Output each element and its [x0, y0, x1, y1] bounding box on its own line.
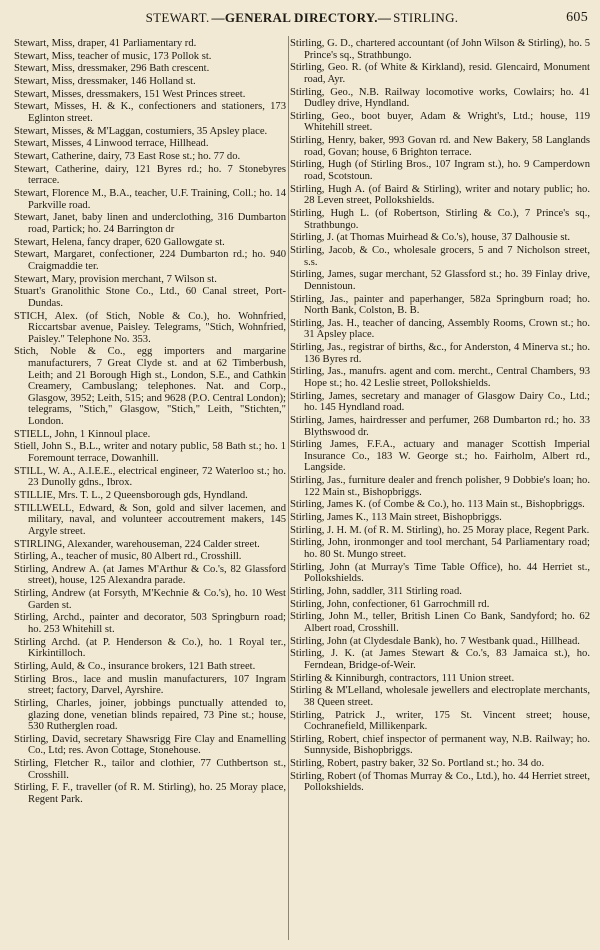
directory-entry: Stirling, James, hairdresser and perfumer, 268 Dumbarton rd.; ho. 33 Blythswood dr.: [290, 414, 590, 438]
directory-entry: Stirling, James K. (of Combe & Co.), ho. 113 Main st., Bishopbriggs.: [290, 499, 585, 511]
directory-entry: Stirling & M'Lelland, wholesale jewellers and electroplate merchants, 38 Queen street.: [290, 685, 590, 708]
directory-entry: Stewart, Florence M., B.A., teacher, U.F. Training, Coll.; ho. 14 Parkville road.: [14, 188, 286, 211]
directory-entry: Stirling, James, sugar merchant, 52 Glassford st.; ho. 39 Finlay drive, Dennistoun.: [290, 269, 590, 292]
directory-entry: Stirling, Hugh (of Stirling Bros., 107 Ingram st.), ho. 9 Camperdown road, Scotstoun.: [290, 159, 590, 182]
directory-entry: Stewart, Janet, baby linen and underclothing, 316 Dumbarton road, Partick; ho. 24 Barrington dr: [14, 212, 286, 235]
header-right-keyword: STIRLING.: [393, 10, 459, 25]
directory-entry: Stewart, Helena, fancy draper, 620 Gallowgate st.: [14, 236, 225, 248]
directory-entry: Stirling, Jas., furniture dealer and french polisher, 9 Dobbie's loan; ho. 122 Main st., Bishopbriggs.: [290, 475, 590, 498]
directory-entry: Stirling, Jas., manufrs. agent and com. mercht., Central Chambers, 93 Hope st.; ho. 42 Leslie street, Pollokshields.: [290, 366, 590, 389]
directory-entry: Stirling, Robert, pastry baker, 32 So. Portland st.; ho. 34 do.: [290, 758, 545, 770]
directory-entry: Stewart, Misses, H. & K., confectioners and stationers, 173 Eglinton street.: [14, 101, 286, 125]
directory-entry: Stirling, Andrew (at Forsyth, M'Kechnie & Co.'s), ho. 10 West Garden st.: [14, 588, 286, 611]
directory-entry: Stirling, Archd., painter and decorator, 503 Springburn road; ho. 253 Whitehill st.: [14, 612, 286, 636]
directory-entry: Stewart, Catherine, dairy, 73 East Rose st.; ho. 77 do.: [14, 151, 241, 163]
directory-entry: Stiell, John S., B.L., writer and notary public, 58 Bath st.; ho. 1 Foremount terrace, Dowanhill.: [14, 441, 286, 464]
directory-entry: STILLIE, Mrs. T. L., 2 Queensborough gds, Hyndland.: [14, 489, 248, 501]
directory-entry: Stewart, Misses, & M'Laggan, costumiers, 35 Apsley place.: [14, 125, 268, 137]
directory-entry: Stirling, Patrick J., writer, 175 St. Vincent street; house, Cochranefield, Millikenpark.: [290, 709, 590, 733]
directory-entry: STIELL, John, 1 Kinnoul place.: [14, 428, 151, 440]
directory-entry: Stirling, Hugh A. (of Baird & Stirling), writer and notary public; ho. 28 Leven street, Pollokshields.: [290, 183, 590, 207]
directory-entry: Stirling, Jas. H., teacher of dancing, Assembly Rooms, Crown st.; ho. 31 Apsley place.: [290, 317, 590, 341]
directory-entry: Stirling Archd. (at P. Henderson & Co.), ho. 1 Royal ter., Kirkintilloch.: [14, 636, 286, 660]
directory-entry: Stirling, Geo., N.B. Railway locomotive works, Cowlairs; ho. 41 Dudley drive, Hyndland.: [290, 86, 590, 110]
directory-entry: Stirling, J. (at Thomas Muirhead & Co.'s), house, 37 Dalhousie st.: [290, 232, 571, 244]
directory-entry: Stirling, Geo. R. (of White & Kirkland), resid. Glencaird, Monument road, Ayr.: [290, 62, 590, 85]
directory-entry: Stirling, Geo., boot buyer, Adam & Wright's, Ltd.; house, 119 Whitehill street.: [290, 110, 590, 134]
directory-entry: Stuart's Granolithic Stone Co., Ltd., 60 Canal street, Port-Dundas.: [14, 286, 286, 309]
directory-entry: Stirling, Robert (of Thomas Murray & Co., Ltd.), ho. 44 Herriet street, Pollokshields.: [290, 770, 590, 794]
directory-entry: Stirling, F. F., traveller (of R. M. Stirling), ho. 25 Moray place, Regent Park.: [14, 782, 286, 805]
directory-entry: Stewart, Margaret, confectioner, 224 Dumbarton rd.; ho. 940 Craigmaddie ter.: [14, 249, 286, 272]
directory-entry: Stirling James, F.F.A., actuary and manager Scottish Imperial Insurance Co., 183 W. George st.; ho. Fairholm, Albert rd., Langside.: [290, 439, 590, 474]
directory-entry: Stirling, Andrew A. (at James M'Arthur & Co.'s, 82 Glassford street), house, 125 Alexandra parade.: [14, 563, 286, 587]
directory-entry: Stewart, Misses, 4 Linwood terrace, Hillhead.: [14, 138, 209, 150]
directory-entry: Stirling, Jas., painter and paperhanger, 582a Springburn road; ho. North Bank, Colston, B. B.: [290, 293, 590, 317]
directory-entry: Stirling, G. D., chartered accountant (of John Wilson & Stirling), ho. 5 Prince's sq., Strathbungo.: [290, 38, 590, 61]
directory-entry: Stewart, Miss, teacher of music, 173 Pollok st.: [14, 50, 212, 62]
directory-entry: STIRLING, Alexander, warehouseman, 224 Calder street.: [14, 538, 260, 550]
directory-entry: Stich, Noble & Co., egg importers and margarine manufacturers, 7 Great Clyde st. and at 62 Timberbush, Leith; and 21 Borough High st., London, S.E., and Cathkin Creamery, Cambuslang; telephones. Nat. and Corp., Glasgow, 3952; Leith, 515; and 9628 (P.O. Central London); telegrams, "Stich," Glasgow, "Stich," Leith, "Stichten," London.: [14, 346, 286, 427]
directory-entry: Stewart, Mary, provision merchant, 7 Wilson st.: [14, 273, 217, 285]
directory-entry: Stirling & Kinniburgh, contractors, 111 Union street.: [290, 672, 515, 684]
directory-entry: Stirling, John, ironmonger and tool merchant, 54 Parliamentary road; ho. 80 St. Mungo street.: [290, 537, 590, 560]
directory-entry: Stirling, John (at Murray's Time Table Office), ho. 44 Herriet st., Pollokshields.: [290, 561, 590, 585]
directory-entry: Stirling, Jas., registrar of births, &c., for Anderston, 4 Minerva st.; ho. 136 Byres rd.: [290, 342, 590, 365]
directory-entry: Stirling, Hugh L. (of Robertson, Stirling & Co.), 7 Prince's sq., Strathbungo.: [290, 207, 590, 231]
directory-entry: Stewart, Misses, dressmakers, 151 West Princes street.: [14, 88, 246, 100]
directory-entry: Stewart, Miss, dressmaker, 296 Bath crescent.: [14, 63, 210, 75]
directory-entry: STILLWELL, Edward, & Son, gold and silver lacemen, and military, naval, and volunteer accoutrement makers, 145 Argyle street.: [14, 502, 286, 537]
directory-entry: Stirling, J. H. M. (of R. M. Stirling), ho. 25 Moray place, Regent Park.: [290, 524, 590, 536]
directory-entry: Stirling, Auld, & Co., insurance brokers, 121 Bath street.: [14, 661, 256, 672]
right-column: [290, 38, 590, 943]
header-left-keyword: STEWART.: [145, 10, 210, 25]
directory-entry: Stewart, Miss, dressmaker, 146 Holland st.: [14, 76, 196, 88]
directory-entry: Stirling, A., teacher of music, 80 Albert rd., Crosshill.: [14, 551, 242, 563]
directory-entry: Stirling, John M., teller, British Linen Co Bank, Sandyford; ho. 62 Albert road, Crosshill.: [290, 611, 590, 634]
directory-entry: STICH, Alex. (of Stich, Noble & Co.), ho. Wohnfried, Riccartsbar avenue, Paisley. Telegrams, "Stich, Wohnfried, Paisley." Telephone No. 353.: [14, 310, 286, 345]
directory-entry: Stirling, Henry, baker, 993 Govan rd. and New Bakery, 58 Langlands road, Govan; house, 6 Brighton terrace.: [290, 135, 590, 158]
directory-entry: Stirling, David, secretary Shawsrigg Fire Clay and Enamelling Co., Ltd; res. Avon Cottage, Stonehouse.: [14, 733, 286, 757]
directory-entry: Stirling, Robert, chief inspector of permanent way, N.B. Railway; ho. Sunnyside, Bishopbriggs.: [290, 733, 590, 757]
directory-entry: Stewart, Miss, draper, 41 Parliamentary rd.: [14, 38, 197, 49]
header-title: —GENERAL DIRECTORY.—: [211, 10, 392, 25]
directory-entry: Stirling, James K., 113 Main street, Bishopbriggs.: [290, 512, 502, 524]
column-divider: [288, 36, 289, 940]
directory-entry: Stirling, Jacob, & Co., wholesale grocers, 5 and 7 Nicholson street, s.s.: [290, 244, 590, 268]
directory-entry: Stirling, Fletcher R., tailor and clothier, 77 Cuthbertson st., Crosshill.: [14, 758, 286, 781]
directory-entry: Stirling, John, saddler, 311 Stirling road.: [290, 585, 462, 597]
directory-entry: Stirling, James, secretary and manager of Glasgow Dairy Co., Ltd.; ho. 145 Hyndland road.: [290, 390, 590, 414]
directory-entry: Stirling, J. K. (at James Stewart & Co.'s, 83 Jamaica st.), ho. Ferndean, Bridge-of-Weir.: [290, 648, 590, 671]
directory-entry: Stirling, John (at Clydesdale Bank), ho. 7 Westbank quad., Hillhead.: [290, 635, 580, 647]
left-column: [14, 38, 286, 943]
directory-entry: STILL, W. A., A.I.E.E., electrical engineer, 72 Waterloo st.; ho. 23 Dunolly gdns., Ibrox.: [14, 465, 286, 489]
page-number: 605: [566, 10, 588, 25]
directory-entry: Stirling, John, confectioner, 61 Garrochmill rd.: [290, 598, 490, 610]
directory-entry: Stewart, Catherine, dairy, 121 Byres rd.; ho. 7 Stonebyres terrace.: [14, 163, 286, 187]
running-header: [12, 10, 592, 28]
directory-entry: Stirling, Charles, joiner, jobbings punctually attended to, glazing done, venetian blinds repaired, 73 Pine st.; house, 530 Rutherglen road.: [14, 697, 286, 733]
directory-entry: Stirling Bros., lace and muslin manufacturers, 107 Ingram street; factory, Darvel, Ayrshire.: [14, 673, 286, 697]
